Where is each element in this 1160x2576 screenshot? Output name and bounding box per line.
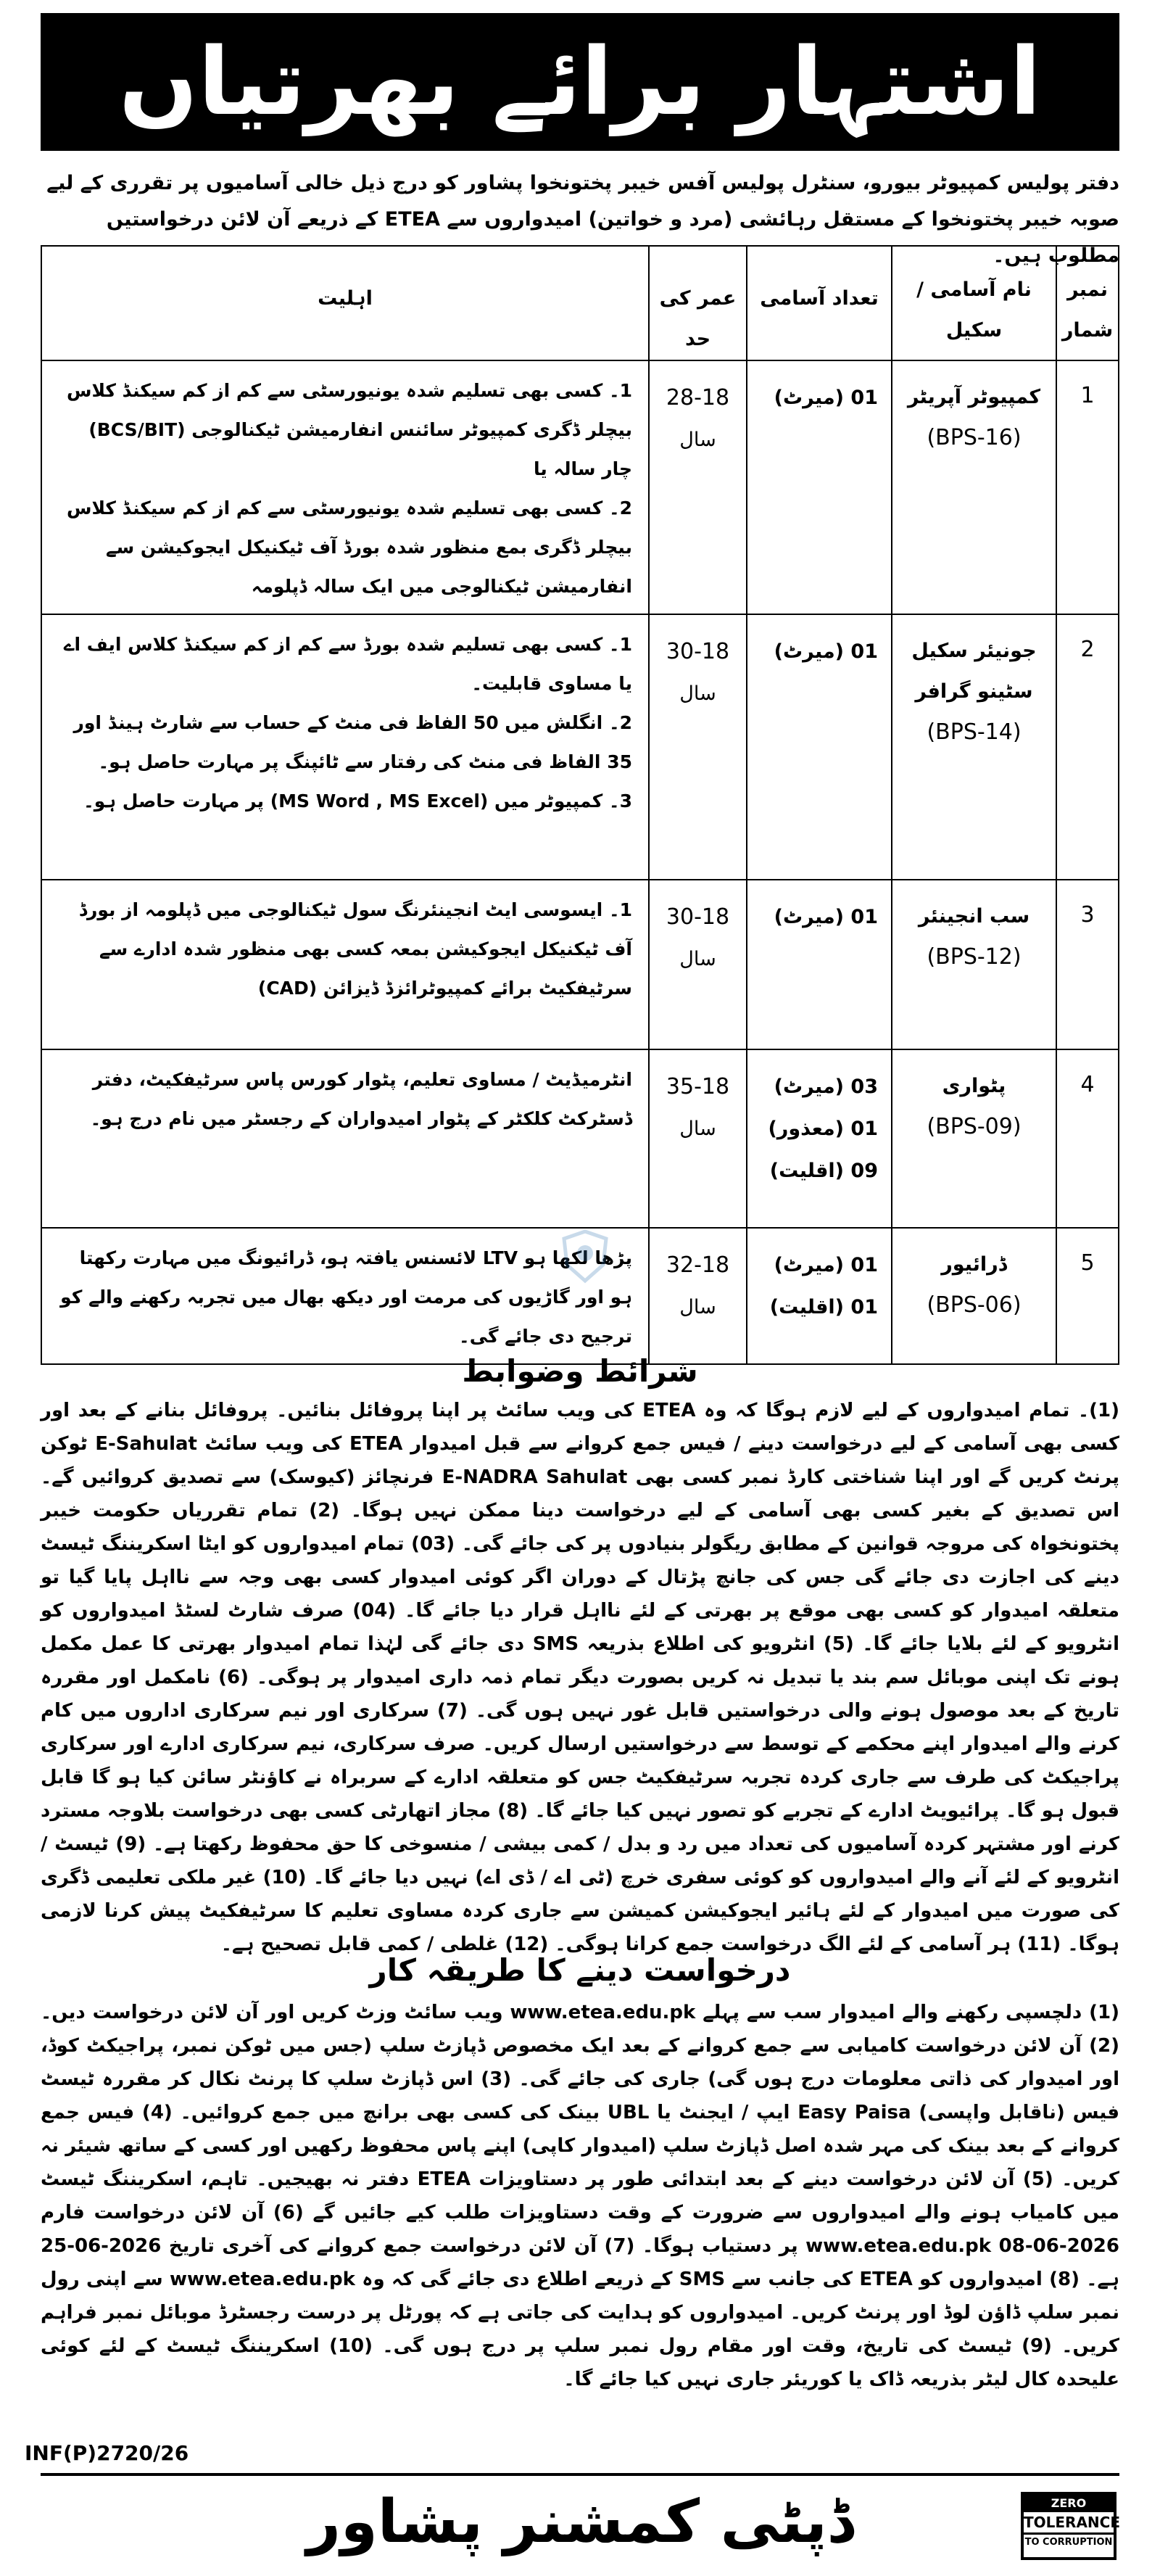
qualification-line: 3۔ کمپیوٹر میں (MS Word , MS Excel) پر مہارت حاصل ہو۔	[83, 790, 632, 812]
qualification-line: 1۔ ایسوسی ایٹ انجینئرنگ سول ٹیکنالوجی میں ڈپلومہ از بورڈ آف ٹیکنیکل ایجوکیشن بمعہ کسی بھی منظور شدہ ادارے سے سرٹیفکیٹ برائے کمپیوٹرائزڈ ڈیزائن (CAD)	[78, 899, 632, 999]
row-sno: 2	[1056, 614, 1119, 880]
table-row	[41, 360, 1119, 614]
row-post-name	[892, 1049, 1056, 1228]
header-count: تعداد آسامی	[747, 246, 892, 360]
post-title: ڈرائیور	[941, 1253, 1007, 1276]
count-line: 03 (میرٹ)	[774, 1076, 878, 1098]
row-qualification	[41, 1228, 649, 1364]
procedure-text	[41, 1996, 1119, 2396]
count-line: 09 (اقلیت)	[769, 1160, 878, 1182]
post-scale: (BPS-16)	[927, 425, 1022, 450]
qualification-line: 1۔ کسی بھی تسلیم شدہ یونیورسٹی سے کم از کم سیکنڈ کلاس بیچلر ڈگری کمپیوٹر سائنس انفارمیشن ٹیکنالوجی (BCS/BIT) چار سالہ یا	[66, 380, 632, 479]
row-age	[649, 360, 747, 614]
header-name: نام آسامی / سکیل	[892, 246, 1056, 360]
header-qualification: اہلیت	[41, 246, 649, 360]
intro-paragraph: دفتر پولیس کمپیوٹر بیورو، سنٹرل پولیس آفس خیبر پختونخوا پشاور کو درج ذیل خالی آسامیوں پر تقرری کے لیے صوبہ خیبر پختونخوا کے مستقل رہائشی (مرد و خواتین) امیدواروں سے ETEA کے ذریعے آن لائن درخواستیں مطلوب ہیں۔	[46, 172, 1119, 267]
post-scale: (BPS-12)	[927, 944, 1022, 970]
table-row	[41, 880, 1119, 1049]
age-range: 35-18	[666, 1074, 730, 1099]
conditions-paragraph: (1)۔ تمام امیدواروں کے لیے لازم ہوگا کہ وہ ETEA کی ویب سائٹ پر اپنا پروفائل بنائیں۔ پروفائل بنانے کے بعد اور کسی بھی آسامی کے لیے درخواست دینے / فیس جمع کروانے سے قبل امیدوار ETEA کی ویب سائٹ E-Sahulat ٹوکن پرنٹ کریں گے اور اپنا شناختی کارڈ نمبر کسی بھی E-NADRA Sahulat فرنچائز (کیوسک) سے تصدیق کروائیں گے۔ اس تصدیق کے بغیر کسی بھی آسامی کے لیے درخواست دینا ممکن نہیں ہوگا۔ (2) تمام تقرریاں حکومت خیبر پختونخواہ کی مروجہ قوانین کے مطابق ریگولر بنیادوں پر کی جائے گی۔ (03) تمام امیدواروں کو ایٹا اسکریننگ ٹیسٹ دینے کی اجازت دی جائے گی جس کی جانچ پڑتال کے دوران اگر کوئی امیدوار کسی بھی وجہ سے نااہل پایا گیا تو متعلقہ امیدوار کو کسی بھی موقع پر بھرتی کے لئے نااہل قرار دیا جائے گا۔ (04) صرف شارٹ لسٹڈ امیدواروں کو انٹرویو کے لئے بلایا جائے گا۔ (5) انٹرویو کی اطلاع بذریعہ SMS دی جائے گی لہٰذا تمام امیدوار بھرتی کا عمل مکمل ہونے تک اپنی موبائل سم بند یا تبدیل نہ کریں بصورت دیگر تمام ذمہ داری امیدوار پر ہوگی۔ (6) نامکمل اور مقررہ تاریخ کے بعد موصول ہونے والی درخواستیں قابل غور نہیں ہوں گی۔ (7) سرکاری اور نیم سرکاری اداروں میں کام کرنے والے امیدوار اپنے محکمے کے توسط سے درخواستیں ارسال کریں۔ صرف سرکاری، نیم سرکاری ادارے اور سرکاری پراجیکٹ کی طرف سے جاری کردہ تجربہ سرٹیفکیٹ جس کو متعلقہ ادارے کے سربراہ نے کاؤنٹر سائن کیا ہو گا قابل قبول ہو گا۔ پرائیویٹ ادارے کے تجربے کو تصور نہیں کیا جائے گا۔ (8) مجاز اتھارٹی کسی بھی درخواست بلاوجہ مسترد کرنے اور مشتہر کردہ آسامیوں کی تعداد میں رد و بدل / کمی بیشی / منسوخی کا حق محفوظ رکھتا ہے۔ (9) ٹیسٹ / انٹرویو کے لئے آنے والے امیدواروں کو کوئی سفری خرچ (ٹی اے / ڈی اے) نہیں دیا جائے گا۔ (10) غیر ملکی تعلیمی ڈگری کی صورت میں امیدوار کے لئے ہائیر ایجوکیشن کمیشن سے جاری کردہ مساوی تعلیم کا سرٹیفکیٹ پیش کرنا لازمی ہوگا۔ (11) ہر آسامی کے لئے الگ درخواست جمع کرانا ہوگی۔ (12) غلطی / کمی قابل تصحیح ہے۔	[41, 1400, 1120, 1955]
row-age	[649, 880, 747, 1049]
conditions-text	[41, 1394, 1119, 1961]
row-qualification	[41, 1049, 649, 1228]
row-qualification	[41, 360, 649, 614]
row-sno: 3	[1056, 880, 1119, 1049]
row-age	[649, 1049, 747, 1228]
post-scale: (BPS-14)	[927, 719, 1022, 745]
row-qualification	[41, 614, 649, 880]
row-age	[649, 614, 747, 880]
age-range: 30-18	[666, 904, 730, 930]
posts-table	[41, 245, 1119, 1365]
procedure-heading: درخواست دینے کا طریقہ کار	[369, 1952, 791, 1988]
age-range: 32-18	[666, 1252, 730, 1278]
issuer-signature: ڈپٹی کمشنر پشاور	[306, 2488, 854, 2556]
table-row	[41, 1049, 1119, 1228]
qualification-line: پڑھا لکھا ہو LTV لائسنس یافتہ ہو، ڈرائیونگ میں مہارت رکھتا ہو اور گاڑیوں کی مرمت اور دیکھ بھال میں تجربہ رکھنے والے کو ترجیح دی جائے گی۔	[60, 1247, 632, 1347]
row-count	[747, 1228, 892, 1364]
table-header-row	[41, 246, 1119, 360]
row-qualification	[41, 880, 649, 1049]
qualification-line: انٹرمیڈیٹ / مساوی تعلیم، پٹوار کورس پاس سرٹیفکیٹ، دفتر ڈسٹرکٹ کلکٹر کے پٹوار امیدواران کے رجسٹر میں نام درج ہو۔	[90, 1069, 632, 1129]
count-line: 01 (میرٹ)	[774, 640, 878, 663]
age-range: 30-18	[666, 639, 730, 664]
age-range: 28-18	[666, 385, 730, 410]
age-unit: سال	[679, 682, 716, 705]
row-count	[747, 1049, 892, 1228]
row-count	[747, 360, 892, 614]
post-title: کمپیوٹر آپریٹر	[907, 386, 1041, 408]
conditions-heading: شرائط وضوابط	[462, 1353, 698, 1389]
count-line: 01 (میرٹ)	[774, 387, 878, 409]
zero-tolerance-badge	[1021, 2492, 1121, 2560]
post-scale: (BPS-06)	[927, 1292, 1022, 1318]
count-line: 01 (معذور)	[768, 1118, 878, 1140]
age-unit: سال	[679, 1296, 716, 1318]
count-line: 01 (میرٹ)	[774, 906, 878, 928]
qualification-line: 2۔ کسی بھی تسلیم شدہ یونیورسٹی سے کم از کم سیکنڈ کلاس بیچلر ڈگری بمع منظور شدہ بورڈ آف ٹیکنیکل ایجوکیشن سے انفارمیشن ٹیکنالوجی میں ایک سالہ ڈپلومہ	[66, 498, 632, 597]
row-post-name	[892, 360, 1056, 614]
watermark-logo-icon	[560, 1229, 610, 1284]
row-sno: 5	[1056, 1228, 1119, 1364]
post-scale: (BPS-09)	[927, 1114, 1022, 1139]
post-title: سب انجینئر	[918, 905, 1030, 928]
badge-middle-text: TOLERANCE	[1024, 2514, 1121, 2531]
post-title: پٹواری	[942, 1075, 1006, 1097]
table-row	[41, 614, 1119, 880]
header-age: عمر کی حد	[649, 246, 747, 360]
page-title: اشتہار برائے بھرتیاں	[41, 13, 1119, 151]
row-post-name	[892, 880, 1056, 1049]
age-unit: سال	[679, 1118, 716, 1140]
badge-top-text: ZERO	[1024, 2495, 1114, 2512]
row-count	[747, 880, 892, 1049]
qualification-line: 2۔ انگلش میں 50 الفاظ فی منٹ کے حساب سے شارٹ ہینڈ اور 35 الفاظ فی منٹ کی رفتار سے ٹائپنگ پر مہارت حاصل ہو۔	[73, 712, 632, 772]
row-post-name	[892, 1228, 1056, 1364]
row-age	[649, 1228, 747, 1364]
header-sno: نمبر شمار	[1056, 246, 1119, 360]
inf-reference: INF(P)2720/26	[25, 2441, 189, 2465]
count-line: 01 (اقلیت)	[769, 1296, 878, 1318]
count-line: 01 (میرٹ)	[774, 1254, 878, 1276]
row-sno: 1	[1056, 360, 1119, 614]
qualification-line: 1۔ کسی بھی تسلیم شدہ بورڈ سے کم از کم سیکنڈ کلاس ایف اے یا مساوی قابلیت۔	[63, 634, 632, 694]
age-unit: سال	[679, 429, 716, 451]
row-count	[747, 614, 892, 880]
procedure-paragraph: (1) دلچسپی رکھنے والے امیدوار سب سے پہلے www.etea.edu.pk ویب سائٹ وزٹ کریں اور آن لائن درخواست دیں۔ (2) آن لائن درخواست کامیابی سے جمع کروانے کے بعد ایک مخصوص ڈپازٹ سلپ (جس میں ٹوکن نمبر، پراجیکٹ کوڈ، اور امیدوار کی ذاتی معلومات درج ہوں گی) جاری کی جائے گی۔ (3) اس ڈپازٹ سلپ کا پرنٹ نکال کر مقررہ ٹیسٹ فیس (ناقابل واپسی) Easy Paisa ایپ / ایجنٹ یا UBL بینک کی کسی بھی برانچ میں جمع کروائیں۔ (4) فیس جمع کروانے کے بعد بینک کی مہر شدہ اصل ڈپازٹ سلپ (امیدوار کاپی) اپنے پاس محفوظ رکھیں اور کسی کے ساتھ شیئر نہ کریں۔ (5) آن لائن درخواست دینے کے بعد ابتدائی طور پر دستاویزات ETEA دفتر نہ بھیجیں۔ تاہم، اسکریننگ ٹیسٹ میں کامیاب ہونے والے امیدواروں سے ضرورت کے وقت دستاویزات طلب کیے جائیں گے (6) آن لائن درخواست فارم 2026-06-08 www.etea.edu.pk پر دستیاب ہوگا۔ (7) آن لائن درخواست جمع کروانے کی آخری تاریخ 2026-06-25 ہے۔ (8) امیدواروں کو ETEA کی جانب سے SMS کے ذریعے اطلاع دی جائے گی کہ وہ www.etea.edu.pk سے اپنی رول نمبر سلپ ڈاؤن لوڈ اور پرنٹ کریں۔ امیدواروں کو ہدایت کی جاتی ہے کہ پورٹل پر درست رجسٹرڈ موبائل نمبر فراہم کریں۔ (9) ٹیسٹ کی تاریخ، وقت اور مقام رول نمبر سلپ پر درج ہوں گی۔ (10) اسکریننگ ٹیسٹ کے لئے کوئی علیحدہ کال لیٹر بذریعہ ڈاک یا کوریئر جاری نہیں کیا جائے گا۔	[41, 2002, 1120, 2390]
age-unit: سال	[679, 948, 716, 970]
row-post-name	[892, 614, 1056, 880]
row-sno: 4	[1056, 1049, 1119, 1228]
badge-bottom-text: TO CORRUPTION	[1024, 2532, 1114, 2551]
footer-divider	[41, 2473, 1119, 2476]
post-title: جونیئر سکیل سٹینو گرافر	[911, 640, 1037, 703]
